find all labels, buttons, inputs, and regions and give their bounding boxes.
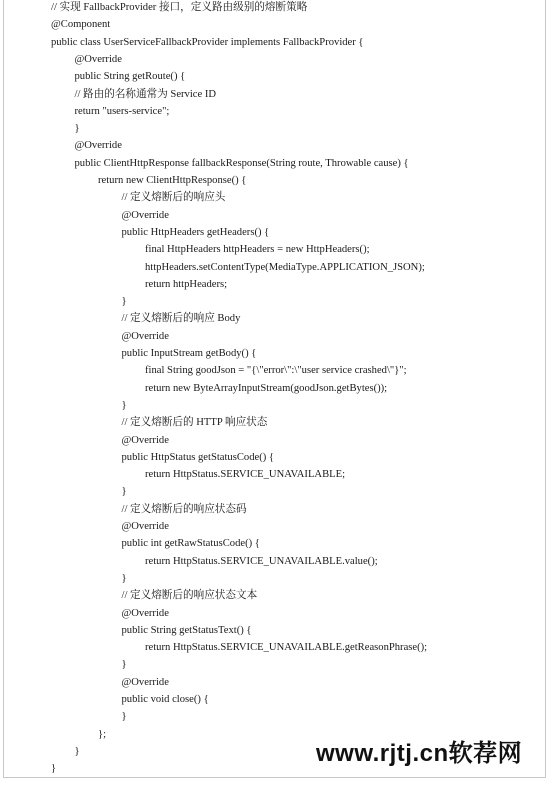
code-line: @Override xyxy=(121,434,169,446)
code-line: @Override xyxy=(121,676,169,688)
code-line: @Override xyxy=(121,521,169,532)
code-line: } xyxy=(74,123,80,135)
code-line: return HttpStatus.SERVICE_UNAVAILABLE.value(); xyxy=(145,555,378,567)
code-line: @Override xyxy=(121,330,169,342)
code-line: // 定义熔断后的响应状态码 xyxy=(121,503,247,515)
code-line: final String goodJson = "{\"error\":\"user service crashed\"}"; xyxy=(145,365,407,377)
code-line: // 实现 FallbackProvider 接口，定义路由级别的熔断策略 xyxy=(51,2,308,13)
code-line: } xyxy=(121,296,127,308)
code-line: } xyxy=(121,399,127,411)
code-line: return "users-service"; xyxy=(74,105,170,117)
code-line: public HttpStatus getStatusCode() { xyxy=(121,451,275,463)
code-line: // 路由的名称通常为 Service ID xyxy=(74,88,217,100)
code-line: // 定义熔断后的响应状态文本 xyxy=(121,590,258,602)
code-line: } xyxy=(121,659,127,671)
code-line: return HttpStatus.SERVICE_UNAVAILABLE.getReasonPhrase(); xyxy=(145,642,428,654)
code-line: public class UserServiceFallbackProvider implements FallbackProvider { xyxy=(51,36,364,48)
code-line: return HttpStatus.SERVICE_UNAVAILABLE; xyxy=(145,469,346,481)
code-line: final HttpHeaders httpHeaders = new HttpHeaders(); xyxy=(145,244,370,256)
code-line: public InputStream getBody() { xyxy=(121,348,257,359)
code-line: public String getStatusText() { xyxy=(121,624,252,636)
code-line: } xyxy=(51,763,57,775)
code-line: public int getRawStatusCode() { xyxy=(121,538,260,550)
code-line: httpHeaders.setContentType(MediaType.APPLICATION_JSON); xyxy=(145,261,425,273)
code-line: // 定义熔断后的 HTTP 响应状态 xyxy=(121,417,268,429)
code-line: } xyxy=(121,711,127,723)
code-line: } xyxy=(74,745,80,757)
code-line: return httpHeaders; xyxy=(145,278,228,290)
code-line: @Override xyxy=(121,607,169,619)
code-line: public void close() { xyxy=(121,694,209,705)
code-line: @Override xyxy=(121,209,169,221)
code-line: // 定义熔断后的响应头 xyxy=(121,192,226,204)
code-line: return new ByteArrayInputStream(goodJson.getBytes()); xyxy=(145,382,388,394)
code-listing-box xyxy=(3,0,546,778)
code-line: @Component xyxy=(51,19,111,31)
code-line: }; xyxy=(98,728,107,740)
code-line: return new ClientHttpResponse() { xyxy=(98,175,247,186)
code-line: @Override xyxy=(74,140,122,152)
code-line: public ClientHttpResponse fallbackResponse(String route, Throwable cause) { xyxy=(74,157,409,169)
watermark-text: www.rjtj.cn软荐网 xyxy=(316,740,523,767)
code-line: public HttpHeaders getHeaders() { xyxy=(121,226,270,238)
code-line: @Override xyxy=(74,53,122,65)
code-line: } xyxy=(121,572,127,584)
code-line: // 定义熔断后的响应 Body xyxy=(121,313,241,325)
code-line: } xyxy=(121,486,127,498)
code-line: public String getRoute() { xyxy=(74,71,186,83)
